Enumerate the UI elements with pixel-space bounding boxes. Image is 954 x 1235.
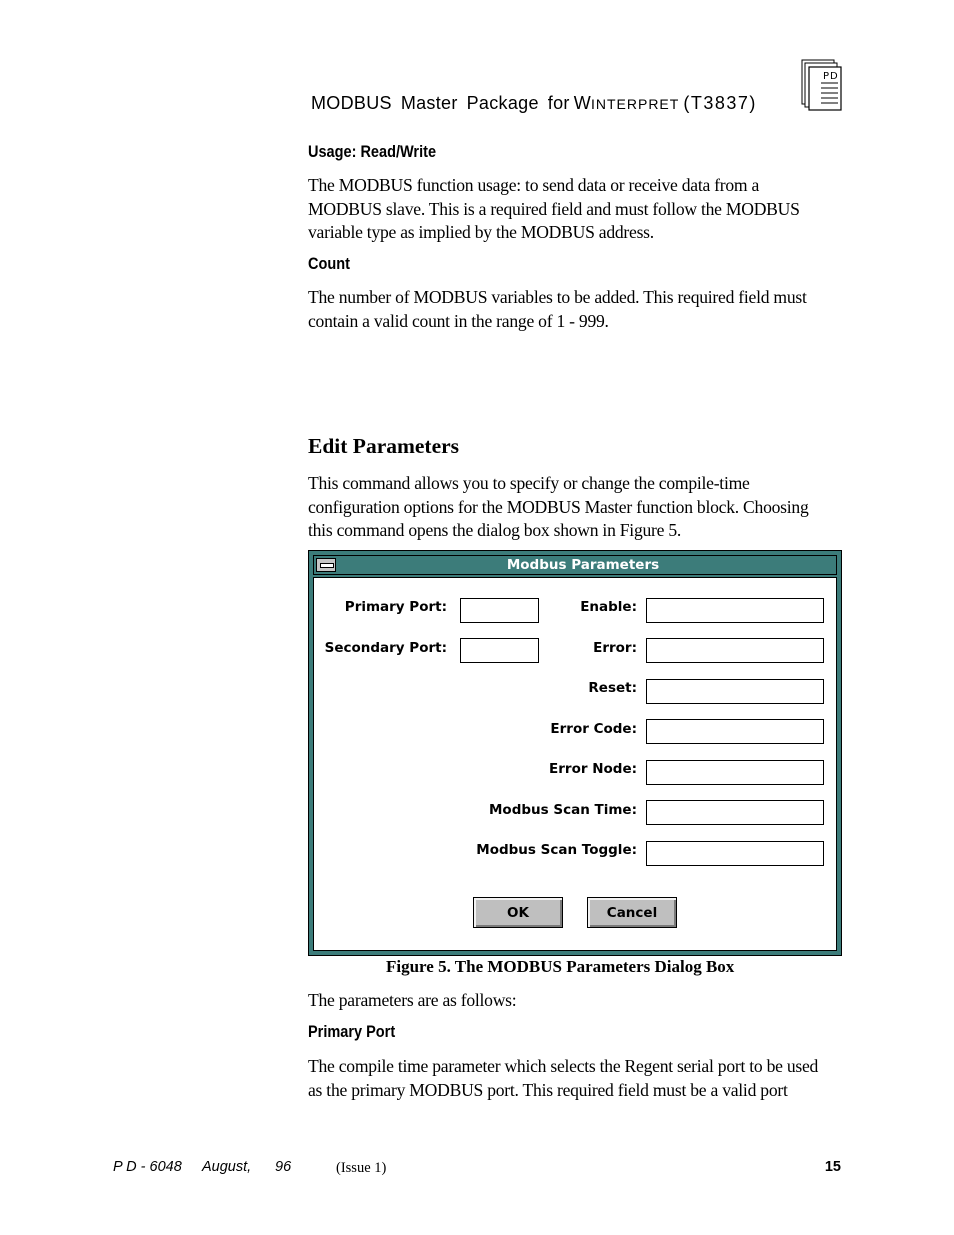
edit-parameters-paragraph xyxy=(308,472,848,543)
error-node-field[interactable] xyxy=(646,760,824,785)
footer-month: August, xyxy=(202,1159,252,1175)
header-winterpret-initial: W xyxy=(573,93,591,113)
dialog-body xyxy=(313,577,837,951)
enable-field[interactable] xyxy=(646,598,824,623)
reset-label: Reset: xyxy=(588,680,637,696)
text-line: this command opens the dialog box shown in Figure 5. xyxy=(308,520,682,540)
reset-field[interactable] xyxy=(646,679,824,704)
figure-caption: Figure 5. The MODBUS Parameters Dialog Box xyxy=(386,957,735,976)
secondary-port-field[interactable] xyxy=(460,638,539,663)
primary-port-field[interactable] xyxy=(460,598,539,623)
error-code-label: Error Code: xyxy=(550,721,637,737)
pd-logo xyxy=(801,59,843,111)
header-word: Master xyxy=(400,93,458,113)
secondary-port-label: Secondary Port: xyxy=(324,640,447,656)
text-line: configuration options for the MODBUS Master function block. Choosing xyxy=(308,496,809,517)
modbus-scan-time-field[interactable] xyxy=(646,800,824,825)
error-node-label: Error Node: xyxy=(549,761,637,777)
error-label: Error: xyxy=(593,640,637,656)
text-line: MODBUS slave. This is a required field and must follow the MODBUS xyxy=(308,198,800,219)
error-field[interactable] xyxy=(646,638,824,663)
header-code: (T3837) xyxy=(683,93,757,113)
header-word: MODBUS xyxy=(311,93,392,113)
text-line: The number of MODBUS variables to be added. This required field must xyxy=(308,287,807,307)
primary-port-label: Primary Port: xyxy=(344,599,447,615)
header-word: Package xyxy=(466,93,539,113)
parameters-intro: The parameters are as follows: xyxy=(308,990,517,1010)
modbus-parameters-dialog xyxy=(308,550,842,956)
count-heading: Count xyxy=(308,255,350,273)
usage-heading: Usage: Read/Write xyxy=(308,143,437,161)
header-winterpret-rest: INTERPRET xyxy=(590,96,680,112)
text-line: as the primary MODBUS port. This required field must be a valid port xyxy=(308,1079,788,1100)
ok-button[interactable]: OK xyxy=(473,897,563,928)
enable-label: Enable: xyxy=(580,599,637,615)
footer-year: 96 xyxy=(275,1159,292,1175)
footer-issue: (Issue 1) xyxy=(336,1160,387,1176)
text-line: variable type as implied by the MODBUS address. xyxy=(308,222,654,242)
modbus-scan-toggle-label: Modbus Scan Toggle: xyxy=(476,842,637,858)
modbus-scan-toggle-field[interactable] xyxy=(646,841,824,866)
text-line: contain a valid count in the range of 1 - 999. xyxy=(308,310,609,331)
primary-port-heading: Primary Port xyxy=(308,1023,396,1041)
usage-paragraph xyxy=(308,174,848,245)
header-word: for xyxy=(547,93,570,113)
dialog-title: Modbus Parameters xyxy=(506,557,660,573)
dialog-titlebar xyxy=(313,555,837,575)
text-line: The compile time parameter which selects the Regent serial port to be used xyxy=(308,1056,819,1076)
count-paragraph xyxy=(308,286,848,333)
footer-doc-id: P D - 6048 xyxy=(113,1159,182,1175)
edit-parameters-heading: Edit Parameters xyxy=(308,434,460,458)
modbus-scan-time-label: Modbus Scan Time: xyxy=(489,802,637,818)
primary-port-paragraph xyxy=(308,1055,848,1102)
running-header xyxy=(311,93,757,114)
text-line: The MODBUS function usage: to send data or receive data from a xyxy=(308,175,760,195)
error-code-field[interactable] xyxy=(646,719,824,744)
text-line: This command allows you to specify or change the compile-time xyxy=(308,473,750,493)
pd-logo-text: PD xyxy=(823,71,839,82)
page-number: 15 xyxy=(824,1159,841,1175)
cancel-button[interactable]: Cancel xyxy=(587,897,677,928)
